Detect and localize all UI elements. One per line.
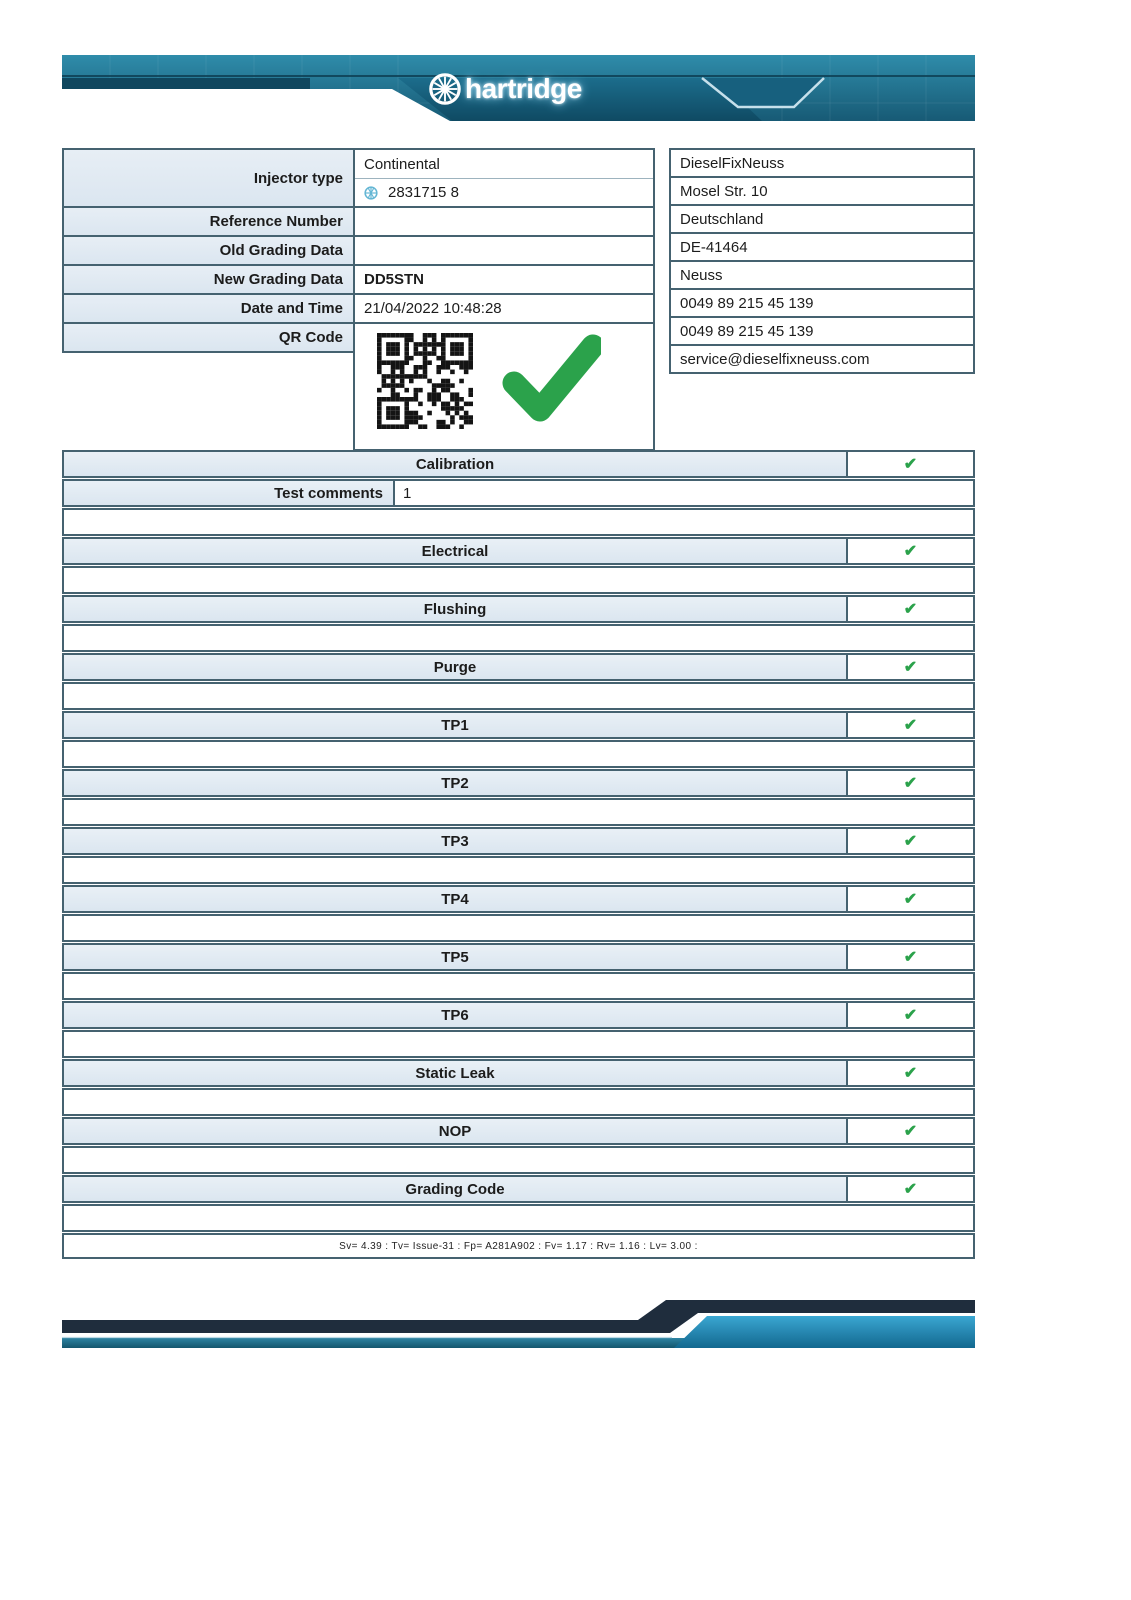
address-line: DE-41464	[671, 234, 973, 262]
test-pass-check-icon: ✔	[848, 452, 973, 476]
label-old-grading-data: Old Grading Data	[64, 237, 353, 266]
test-row-tp6: TP6 ✔	[62, 1001, 975, 1029]
test-row-calibration: Calibration ✔	[62, 450, 975, 478]
pass-check-large-icon	[501, 333, 601, 433]
footer-banner-art	[62, 1292, 975, 1350]
test-pass-check-icon: ✔	[848, 539, 973, 563]
address-line: Deutschland	[671, 206, 973, 234]
header-banner	[62, 55, 975, 121]
value-date-and-time: 21/04/2022 10:48:28	[355, 295, 653, 324]
test-pass-check-icon: ✔	[848, 829, 973, 853]
test-pass-check-icon: ✔	[848, 1177, 973, 1201]
test-pass-check-icon: ✔	[848, 1003, 973, 1027]
test-row-static-leak: Static Leak ✔	[62, 1059, 975, 1087]
test-row-tp3: TP3 ✔	[62, 827, 975, 855]
spacer-row	[62, 1030, 975, 1058]
test-row-nop: NOP ✔	[62, 1117, 975, 1145]
value-reference-number	[355, 208, 653, 237]
label-date-and-time: Date and Time	[64, 295, 353, 324]
test-row-purge: Purge ✔	[62, 653, 975, 681]
spacer-row	[62, 740, 975, 768]
label-injector-type: Injector type	[64, 150, 353, 208]
address-line: DieselFixNeuss	[671, 150, 973, 178]
address-line: Neuss	[671, 262, 973, 290]
spacer-row	[62, 856, 975, 884]
test-pass-check-icon: ✔	[848, 771, 973, 795]
label-reference-number: Reference Number	[64, 208, 353, 237]
test-comments-row	[62, 479, 975, 507]
test-row-grading-code: Grading Code ✔	[62, 1175, 975, 1203]
qr-code	[377, 333, 473, 433]
info-value-column	[353, 148, 655, 451]
hartridge-logo	[428, 71, 582, 107]
version-info-row: Sv= 4.39 : Tv= Issue-31 : Fp= A281A902 : Fv= 1.17 : Rv= 1.16 : Lv= 3.00 :	[62, 1233, 975, 1259]
test-row-tp2: TP2 ✔	[62, 769, 975, 797]
test-comments-value: 1	[403, 484, 412, 502]
address-line: Mosel Str. 10	[671, 178, 973, 206]
value-injector-number	[355, 179, 653, 208]
spacer-row	[62, 798, 975, 826]
value-old-grading-data	[355, 237, 653, 266]
spacer-row	[62, 1146, 975, 1174]
test-row-tp1: TP1 ✔	[62, 711, 975, 739]
hartridge-logo-wheel-icon	[428, 72, 462, 106]
label-new-grading-data: New Grading Data	[64, 266, 353, 295]
address-email-line: service@dieselfixneuss.com	[671, 346, 973, 372]
value-injector-brand: Continental	[355, 150, 653, 179]
test-pass-check-icon: ✔	[848, 945, 973, 969]
test-row-tp5: TP5 ✔	[62, 943, 975, 971]
spacer-row	[62, 682, 975, 710]
workshop-address-column	[669, 148, 975, 374]
test-pass-check-icon: ✔	[848, 713, 973, 737]
test-pass-check-icon: ✔	[848, 655, 973, 679]
spacer-row	[62, 566, 975, 594]
test-pass-check-icon: ✔	[848, 1061, 973, 1085]
spacer-row	[62, 972, 975, 1000]
footer-banner	[62, 1292, 975, 1350]
label-qr-code: QR Code	[64, 324, 353, 351]
test-pass-check-icon: ✔	[848, 1119, 973, 1143]
spacer-row	[62, 1204, 975, 1232]
test-comments-label: Test comments	[64, 481, 395, 505]
spacer-row	[62, 624, 975, 652]
injector-wheel-icon	[364, 186, 378, 200]
test-pass-check-icon: ✔	[848, 887, 973, 911]
test-pass-check-icon: ✔	[848, 597, 973, 621]
address-phone-line: 0049 89 215 45 139	[671, 290, 973, 318]
spacer-row	[62, 508, 975, 536]
spacer-row	[62, 1088, 975, 1116]
address-phone-line: 0049 89 215 45 139	[671, 318, 973, 346]
injector-info-section	[62, 148, 975, 448]
qr-code-cell	[355, 324, 653, 449]
injector-number-text: 2831715 8	[388, 184, 459, 201]
test-results-section	[62, 450, 975, 1259]
info-label-column	[62, 148, 355, 353]
hartridge-logo-text: hartridge	[465, 73, 582, 104]
test-row-tp4: TP4 ✔	[62, 885, 975, 913]
spacer-row	[62, 914, 975, 942]
test-row-electrical: Electrical ✔	[62, 537, 975, 565]
test-row-flushing: Flushing ✔	[62, 595, 975, 623]
value-new-grading-data: DD5STN	[355, 266, 653, 295]
